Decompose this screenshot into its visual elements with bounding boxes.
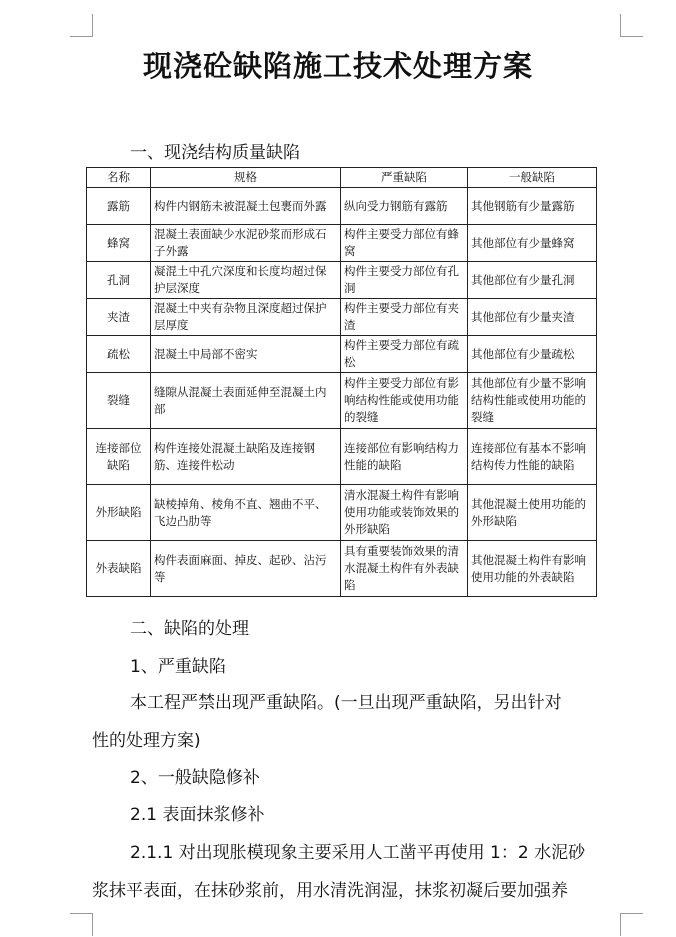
table-row: [87, 188, 597, 225]
cell-general: 其他钢筋有少量露筋: [468, 188, 597, 225]
cell-general: 其他部位有少量疏松: [468, 336, 597, 373]
cell-name: 露筋: [87, 188, 151, 225]
table-row: [87, 299, 597, 336]
cell-name: 外形缺陷: [87, 485, 151, 541]
table-row: [87, 373, 597, 429]
cell-severe: 构件主要受力部位有疏松: [341, 336, 468, 373]
paragraph-severe-line-1: 本工程严禁出现严重缺陷。(一旦出现严重缺陷，另出针对: [130, 693, 562, 713]
section-heading-defect-treatment: 二、缺陷的处理: [130, 619, 249, 639]
cell-name: 连接部位缺陷: [87, 429, 151, 485]
document-title: 现浇砼缺陷施工技术处理方案: [142, 49, 533, 83]
paragraph-repair-line-2: 浆抹平表面，在抹砂浆前，用水清洗润湿，抹浆初凝后要加强养: [92, 881, 568, 901]
table-row: [87, 541, 597, 597]
table-header-row: [87, 168, 597, 188]
cell-name: 疏松: [87, 336, 151, 373]
cell-spec: 构件表面麻面、掉皮、起砂、沾污等: [151, 541, 341, 597]
table-row: [87, 485, 597, 541]
cell-severe: 构件主要受力部位有孔洞: [341, 262, 468, 299]
cell-name: 蜂窝: [87, 225, 151, 262]
cell-severe: 构件主要受力部位有夹渣: [341, 299, 468, 336]
table-row: [87, 225, 597, 262]
cell-spec: 构件连接处混凝土缺陷及连接钢筋、连接件松动: [151, 429, 341, 485]
cell-severe: 具有重要装饰效果的清水混凝土构件有外表缺陷: [341, 541, 468, 597]
table-row: [87, 336, 597, 373]
cell-severe: 连接部位有影响结构力性能的缺陷: [341, 429, 468, 485]
table-row: [87, 262, 597, 299]
header-spec: 规格: [151, 168, 341, 188]
header-general: 一般缺陷: [468, 168, 597, 188]
cell-spec: 构件内钢筋未被混凝土包裹而外露: [151, 188, 341, 225]
subheading-surface-plastering: 2.1 表面抹浆修补: [130, 805, 265, 825]
cell-general: 其他部位有少量孔洞: [468, 262, 597, 299]
cell-general: 其他混凝土使用功能的外形缺陷: [468, 485, 597, 541]
cell-spec: 混凝土中局部不密实: [151, 336, 341, 373]
defects-table: [86, 167, 597, 597]
header-name: 名称: [87, 168, 151, 188]
paragraph-repair-line-1: 2.1.1 对出现胀模现象主要采用人工凿平再使用 1：2 水泥砂: [130, 843, 586, 863]
cell-spec: 缝隙从混凝土表面延伸至混凝土内部: [151, 373, 341, 429]
cell-severe: 清水混凝土构件有影响使用功能或装饰效果的外形缺陷: [341, 485, 468, 541]
cell-spec: 凝混土中孔穴深度和长度均超过保护层深度: [151, 262, 341, 299]
cell-spec: 混凝土表面缺少水泥砂浆而形成石子外露: [151, 225, 341, 262]
table-row: [87, 429, 597, 485]
section-heading-quality-defects: 一、现浇结构质量缺陷: [130, 143, 300, 163]
cell-name: 外表缺陷: [87, 541, 151, 597]
subheading-general-repair: 2、一般缺隐修补: [130, 768, 260, 788]
paragraph-severe-line-2: 性的处理方案): [92, 731, 201, 751]
cell-general: 其他部位有少量蜂窝: [468, 225, 597, 262]
page-corner-mark-bottom-left: [70, 913, 93, 936]
cell-severe: 构件主要受力部位有影响结构性能或使用功能的裂缝: [341, 373, 468, 429]
subheading-severe-defects: 1、严重缺陷: [130, 657, 226, 677]
page-corner-mark-bottom-right: [620, 913, 643, 936]
cell-spec: 混凝土中夹有杂物且深度超过保护层厚度: [151, 299, 341, 336]
header-severe: 严重缺陷: [341, 168, 468, 188]
page-corner-mark-top-right: [620, 14, 643, 37]
cell-general: 其他部位有少量夹渣: [468, 299, 597, 336]
cell-severe: 纵向受力钢筋有露筋: [341, 188, 468, 225]
cell-severe: 构件主要受力部位有蜂窝: [341, 225, 468, 262]
cell-general: 其他混凝土构件有影响使用功能的外表缺陷: [468, 541, 597, 597]
page-corner-mark-top-left: [70, 14, 93, 37]
cell-name: 孔洞: [87, 262, 151, 299]
cell-name: 裂缝: [87, 373, 151, 429]
cell-general: 连接部位有基本不影响结构传力性能的缺陷: [468, 429, 597, 485]
cell-name: 夹渣: [87, 299, 151, 336]
cell-spec: 缺棱掉角、棱角不直、翘曲不平、飞边凸肋等: [151, 485, 341, 541]
cell-general: 其他部位有少量不影响结构性能或使用功能的裂缝: [468, 373, 597, 429]
